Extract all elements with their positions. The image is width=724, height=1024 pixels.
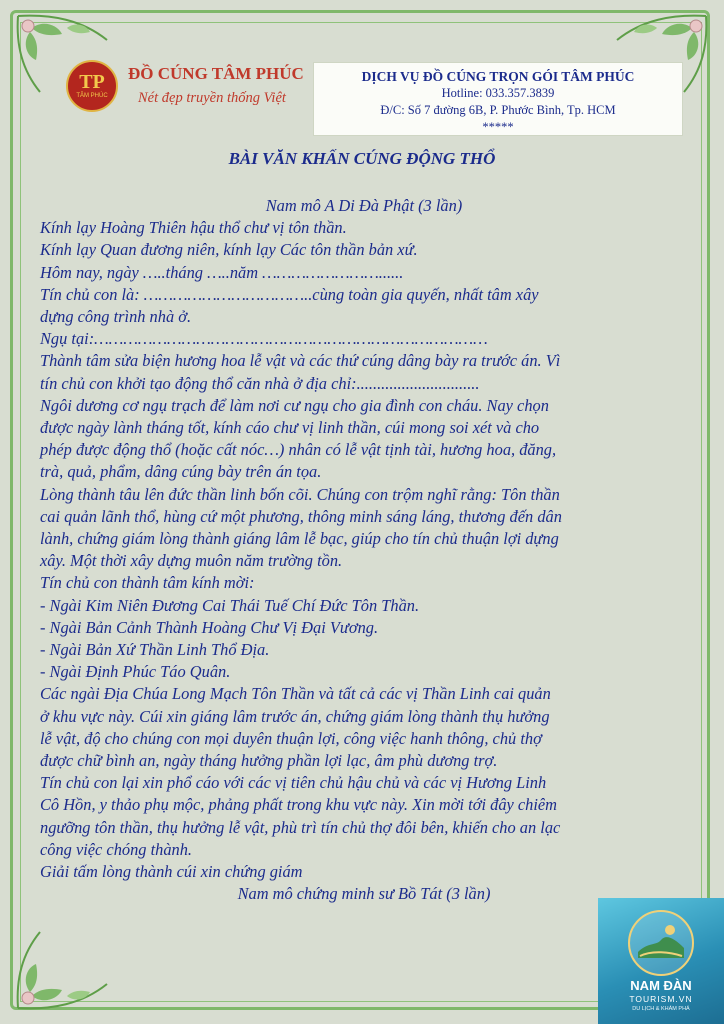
brand-slogan: Nét đẹp truyền thống Việt: [138, 90, 286, 106]
text-line: lành, chứng giám lòng thành giáng lâm lễ bạc, giúp cho tín chủ thuận lợi dựng: [40, 529, 559, 549]
page-title: BÀI VĂN KHẤN CÚNG ĐỘNG THỔ: [228, 149, 496, 168]
logo-emblem-subtext: TÂM PHÚC: [76, 93, 108, 99]
text-line: ngưỡng tôn thần, thụ hưởng lễ vật, phù trì tín chủ thợ đôi bên, khiến cho an lạc: [40, 817, 561, 837]
text-line: cai quản lãnh thổ, hùng cứ một phương, thông minh sáng láng, thương đến dân: [40, 506, 562, 526]
text-line: Tín chủ con lại xin phổ cáo với các vị tiên chủ hậu chủ và các vị Hương Linh: [40, 773, 547, 793]
text-line: - Ngài Kim Niên Đương Cai Thái Tuế Chí Đức Tôn Thần.: [40, 595, 420, 615]
text-line: Kính lạy Quan đương niên, kính lạy Các tôn thần bản xứ.: [40, 240, 418, 260]
badge-name: NAM ĐÀN: [630, 978, 692, 993]
contact-info-box: [313, 62, 683, 136]
hotline: Hotline: 033.357.3839: [441, 86, 555, 100]
text-line: ở khu vực này. Cúi xin giáng lâm trước án, chứng giám lòng thành thụ hưởng: [40, 706, 550, 726]
text-line: được ngày lành tháng tốt, kính cáo chư vị linh thần, cúi mong soi xét và cho: [40, 418, 540, 438]
stars-decoration: *****: [482, 120, 514, 134]
text-line: - Ngài Định Phúc Táo Quân.: [40, 662, 231, 682]
text-line: Kính lạy Hoàng Thiên hậu thổ chư vị tôn thần.: [40, 218, 347, 238]
landscape-icon: [630, 912, 692, 974]
text-line: công việc chóng thành.: [40, 839, 193, 859]
text-line: Nam mô chứng minh sư Bồ Tát (3 lần): [237, 884, 491, 904]
logo-emblem-text: TP: [79, 71, 105, 93]
text-line: Thành tâm sửa biện hương hoa lễ vật và các thứ cúng dâng bày ra trước án. Vì: [40, 351, 561, 371]
text-line: Cô Hồn, y thảo phụ mộc, phảng phất trong khu vực này. Xin mời tới đây chiêm: [40, 795, 558, 815]
text-line: Nam mô A Di Đà Phật (3 lần): [265, 196, 463, 215]
text-line: Các ngài Địa Chúa Long Mạch Tôn Thần và tất cả các vị Thần Linh cai quản: [40, 684, 551, 704]
text-line: Tín chủ con thành tâm kính mời:: [40, 573, 255, 593]
text-line: được chữ bình an, ngày tháng hưởng phần lợi lạc, âm phù dương trợ.: [40, 751, 498, 771]
brand-name: ĐỒ CÚNG TÂM PHÚC: [128, 64, 304, 83]
globe-icon: [628, 910, 694, 976]
prayer-text: [40, 195, 688, 906]
text-line: Giải tấm lòng thành cúi xin chứng giám: [40, 862, 303, 882]
service-title: DỊCH VỤ ĐỒ CÚNG TRỌN GÓI TÂM PHÚC: [361, 69, 635, 84]
text-line: - Ngài Bản Cảnh Thành Hoàng Chư Vị Đại Vương.: [40, 617, 379, 637]
text-line: dựng công trình nhà ở.: [40, 307, 192, 327]
text-line: xây. Một thời xây dựng muôn năm trường tồn.: [40, 551, 343, 571]
text-line: phép được động thổ (hoặc cất nóc…) nhân có lễ vật tịnh tài, hương hoa, đăng,: [40, 440, 557, 460]
brand-logo: [64, 58, 309, 120]
text-line: - Ngài Bản Xứ Thần Linh Thổ Địa.: [40, 640, 270, 660]
text-line: Hôm nay, ngày …..tháng …..năm ……………………......: [40, 262, 404, 282]
text-line: Ngụ tại:………………………………………………………………………: [40, 329, 488, 349]
text-line: trà, quả, phẩm, dâng cúng bày trên án tọa.: [40, 462, 322, 482]
text-line: tín chủ con khởi tạo động thổ căn nhà ở địa chỉ:..............................: [40, 373, 480, 393]
text-line: lễ vật, độ cho chúng con mọi duyên thuận lợi, công việc hanh thông, chủ thợ: [40, 728, 542, 748]
text-line: Tín chủ con là: ……………………………..cùng toàn gia quyến, nhất tâm xây: [40, 284, 539, 304]
text-line: Lòng thành tâu lên đức thần linh bốn cõi. Chúng con trộm nghĩ rằng: Tôn thần: [40, 484, 560, 504]
address: Đ/C: Số 7 đường 6B, P. Phước Bình, Tp. HCM: [380, 103, 616, 117]
tp-logo-icon: [66, 60, 118, 112]
badge-domain: TOURISM.VN: [629, 994, 693, 1004]
text-line: Ngôi dương cơ ngụ trạch để làm nơi cư ngụ cho gia đình con cháu. Nay chọn: [40, 395, 549, 415]
watermark-badge: [598, 898, 724, 1024]
badge-tagline: DU LỊCH & KHÁM PHÁ: [632, 1006, 690, 1012]
corner-ornament-bottom-left: [12, 924, 132, 1014]
